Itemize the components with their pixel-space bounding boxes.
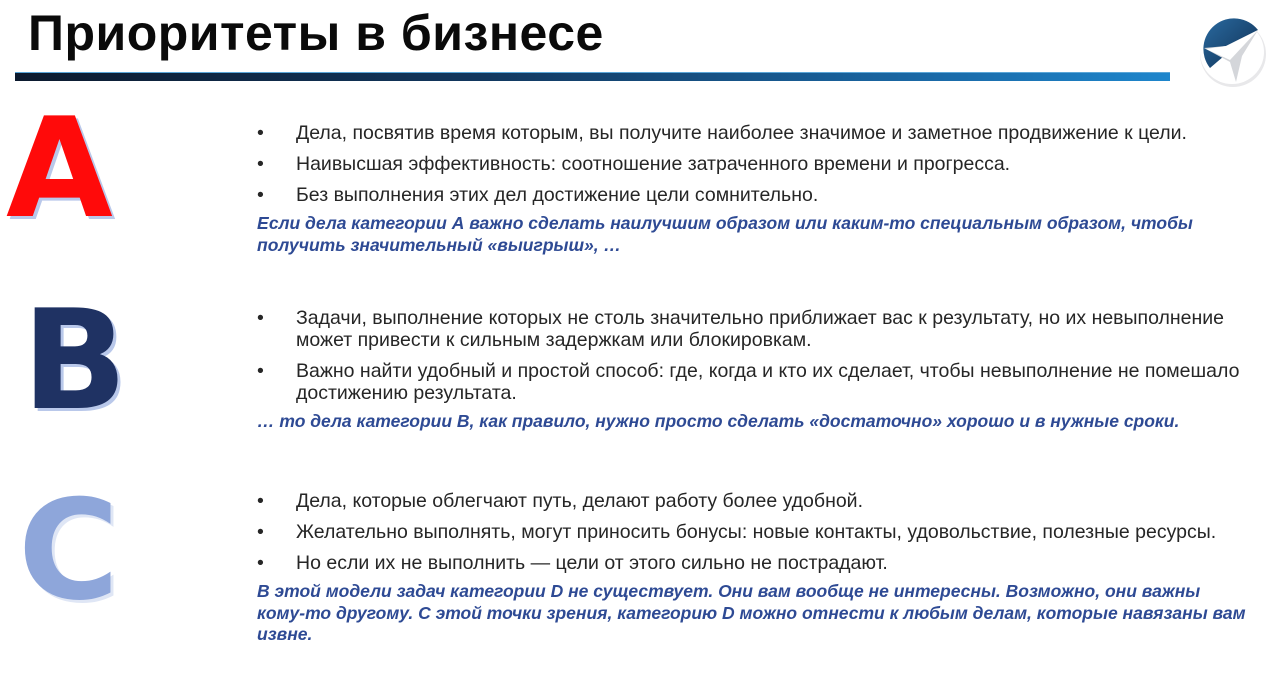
- category-letter-b: B: [22, 280, 128, 441]
- category-letter-a: A: [6, 88, 113, 249]
- bullet-text: Дела, которые облегчают путь, делают работу более удобной.: [296, 490, 863, 512]
- section-note: … то дела категории В, как правило, нужно просто сделать «достаточно» хорошо и в нужные сроки.: [257, 411, 1180, 431]
- bullet-text: Задачи, выполнение которых не столь значительно приближает вас к результату, но их невыполнение может привести к сильным задержкам или блокировкам.: [296, 307, 1225, 351]
- bullet-icon: •: [257, 307, 264, 329]
- list-item: [257, 307, 1247, 351]
- section-note: Если дела категории А важно сделать наилучшим образом или каким-то специальным образом, чтобы получить значительный «выигрыш», …: [257, 213, 1193, 255]
- bullet-icon: •: [257, 552, 264, 574]
- slide-title: Приоритеты в бизнесе: [28, 5, 604, 61]
- section-b: [257, 307, 1247, 433]
- bullet-icon: •: [257, 153, 264, 175]
- list-item: [257, 360, 1247, 404]
- bullet-icon: •: [257, 360, 264, 382]
- bullet-text: Дела, посвятив время которым, вы получите наиболее значимое и заметное продвижение к цели.: [296, 122, 1187, 144]
- list-item: [257, 153, 1247, 175]
- bullet-icon: •: [257, 122, 264, 144]
- list-item: [257, 521, 1247, 543]
- bullet-text: Но если их не выполнить — цели от этого сильно не пострадают.: [296, 552, 888, 574]
- title-underline-bar: [15, 72, 1170, 81]
- bullet-list: [257, 122, 1247, 206]
- section-c: [257, 490, 1247, 646]
- bullet-text: Желательно выполнять, могут приносить бонусы: новые контакты, удовольствие, полезные ресурсы.: [296, 521, 1217, 543]
- list-item: [257, 552, 1247, 574]
- list-item: [257, 184, 1247, 206]
- bullet-text: Наивысшая эффективность: соотношение затраченного времени и прогресса.: [296, 153, 1011, 175]
- list-item: [257, 490, 1247, 512]
- bullet-icon: •: [257, 521, 264, 543]
- bullet-list: [257, 490, 1247, 574]
- section-note: В этой модели задач категории D не существует. Они вам вообще не интересны. Возможно, они важны кому-то другому. С этой точки зрения, категорию D можно отнести к любым делам, которые навязаны вам извне.: [257, 581, 1246, 644]
- bullet-icon: •: [257, 490, 264, 512]
- bullet-text: Важно найти удобный и простой способ: где, когда и кто их сделает, чтобы невыполнение не помешало достижению результата.: [296, 360, 1240, 404]
- section-a: [257, 122, 1247, 256]
- airplane-logo-icon: [1196, 16, 1268, 88]
- bullet-text: Без выполнения этих дел достижение цели сомнительно.: [296, 184, 819, 206]
- bullet-list: [257, 307, 1247, 404]
- bullet-icon: •: [257, 184, 264, 206]
- list-item: [257, 122, 1247, 144]
- category-letter-c: C: [18, 470, 120, 631]
